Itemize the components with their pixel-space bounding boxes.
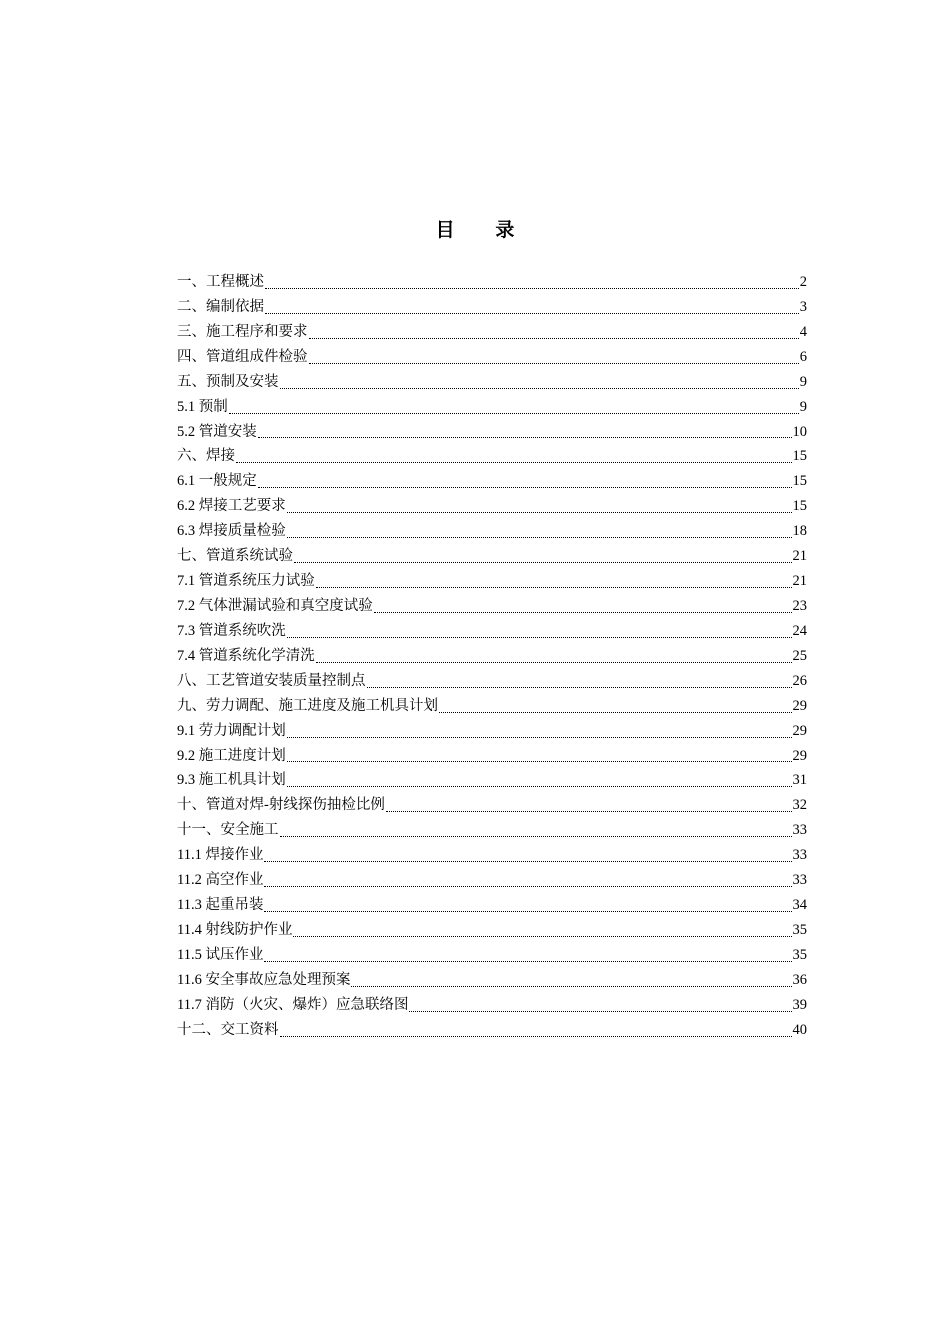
toc-entry-page-number: 21 (792, 573, 807, 590)
toc-entry-label: 6.3 焊接质量检验 (177, 523, 286, 540)
toc-entry-label: 五、预制及安装 (177, 373, 279, 390)
toc-entry[interactable] (177, 420, 807, 445)
toc-dot-leader (287, 537, 792, 538)
toc-entry-page-number: 39 (792, 996, 807, 1013)
toc-entry-label: 7.4 管道系统化学清洗 (177, 647, 315, 664)
toc-entry[interactable] (177, 519, 807, 544)
toc-entry-page-number: 23 (792, 597, 807, 614)
toc-dot-leader (280, 836, 792, 837)
toc-dot-leader (367, 687, 792, 688)
toc-dot-leader (309, 363, 799, 364)
toc-entry-page-number: 15 (792, 448, 807, 465)
toc-entry-page-number: 26 (792, 672, 807, 689)
toc-entry-page-number: 15 (792, 473, 807, 490)
toc-entry-label: 11.2 高空作业 (177, 872, 264, 889)
toc-entry-page-number: 3 (799, 298, 807, 315)
toc-entry-label: 十二、交工资料 (177, 1021, 279, 1038)
toc-entry[interactable] (177, 793, 807, 818)
toc-entry-label: 9.2 施工进度计划 (177, 747, 286, 764)
toc-dot-leader (351, 986, 791, 987)
toc-dot-leader (287, 786, 792, 787)
toc-entry[interactable] (177, 345, 807, 370)
toc-entry-label: 六、焊接 (177, 448, 235, 465)
toc-entry-label: 一、工程概述 (177, 274, 264, 290)
toc-dot-leader (374, 612, 792, 613)
toc-dot-leader (294, 562, 792, 563)
toc-entry-page-number: 33 (792, 822, 807, 839)
toc-entry-page-number: 21 (792, 548, 807, 565)
toc-entry-label: 7.2 气体泄漏试验和真空度试验 (177, 597, 373, 614)
toc-entry-label: 7.1 管道系统压力试验 (177, 573, 315, 590)
toc-entry-page-number: 24 (792, 622, 807, 639)
toc-entry-label: 十一、安全施工 (177, 822, 279, 839)
toc-entry[interactable] (177, 320, 807, 345)
toc-entry-label: 5.1 预制 (177, 398, 228, 415)
toc-dot-leader (264, 886, 791, 887)
toc-dot-leader (439, 712, 792, 713)
toc-entry-page-number: 35 (792, 946, 807, 963)
toc-entry[interactable] (177, 1018, 807, 1043)
toc-entry-label: 9.3 施工机具计划 (177, 772, 286, 789)
toc-entry[interactable] (177, 968, 807, 993)
toc-dot-leader (236, 462, 792, 463)
toc-dot-leader (409, 1011, 791, 1012)
toc-entry[interactable] (177, 694, 807, 719)
toc-dot-leader (316, 662, 792, 663)
toc-entry-page-number: 2 (799, 274, 807, 290)
toc-dot-leader (316, 587, 792, 588)
toc-entry[interactable] (177, 270, 807, 295)
toc-entry-page-number: 34 (792, 897, 807, 914)
toc-entry[interactable] (177, 843, 807, 868)
toc-dot-leader (386, 811, 792, 812)
toc-entry-page-number: 33 (792, 872, 807, 889)
toc-entry-label: 11.4 射线防护作业 (177, 921, 293, 938)
toc-entry-label: 四、管道组成件检验 (177, 348, 308, 365)
toc-entry-page-number: 15 (792, 498, 807, 515)
toc-entry[interactable] (177, 544, 807, 569)
toc-entry[interactable] (177, 744, 807, 769)
toc-entry-page-number: 9 (799, 398, 807, 415)
toc-entry[interactable] (177, 569, 807, 594)
toc-entry[interactable] (177, 644, 807, 669)
toc-entry-label: 十、管道对焊-射线探伤抽检比例 (177, 797, 385, 814)
toc-dot-leader (309, 338, 799, 339)
toc-entry[interactable] (177, 669, 807, 694)
toc-entry[interactable] (177, 719, 807, 744)
toc-entry-page-number: 18 (792, 523, 807, 540)
toc-dot-leader (264, 911, 791, 912)
toc-entry-page-number: 32 (792, 797, 807, 814)
toc-entry-page-number: 33 (792, 847, 807, 864)
toc-entry[interactable] (177, 295, 807, 320)
toc-dot-leader (264, 961, 791, 962)
toc-dot-leader (265, 288, 799, 289)
toc-dot-leader (287, 737, 792, 738)
toc-entry[interactable] (177, 768, 807, 793)
toc-dot-leader (280, 388, 799, 389)
toc-entry-label: 二、编制依据 (177, 298, 264, 315)
toc-entry[interactable] (177, 594, 807, 619)
toc-entry-label: 11.3 起重吊装 (177, 897, 264, 914)
toc-entry[interactable] (177, 395, 807, 420)
toc-entry-page-number: 40 (792, 1021, 807, 1038)
toc-entry-label: 5.2 管道安装 (177, 423, 257, 440)
toc-entry-label: 11.7 消防（火灾、爆炸）应急联络图 (177, 996, 409, 1013)
toc-entry[interactable] (177, 993, 807, 1018)
toc-entry[interactable] (177, 494, 807, 519)
toc-entry[interactable] (177, 868, 807, 893)
toc-entry-page-number: 25 (792, 647, 807, 664)
toc-entry-label: 七、管道系统试验 (177, 548, 293, 565)
toc-dot-leader (258, 437, 792, 438)
toc-entry-label: 9.1 劳力调配计划 (177, 722, 286, 739)
toc-entry-page-number: 9 (799, 373, 807, 390)
toc-entry-page-number: 29 (792, 722, 807, 739)
toc-entry-label: 7.3 管道系统吹洗 (177, 622, 286, 639)
toc-dot-leader (287, 761, 792, 762)
toc-entry-label: 6.2 焊接工艺要求 (177, 498, 286, 515)
toc-dot-leader (258, 487, 792, 488)
toc-entry[interactable] (177, 918, 807, 943)
toc-entry-page-number: 29 (792, 747, 807, 764)
toc-entry-page-number: 35 (792, 921, 807, 938)
toc-entry-label: 三、施工程序和要求 (177, 323, 308, 340)
toc-entry[interactable] (177, 619, 807, 644)
toc-entry-page-number: 29 (792, 697, 807, 714)
toc-entry-label: 九、劳力调配、施工进度及施工机具计划 (177, 697, 438, 714)
toc-entry-label: 11.6 安全事故应急处理预案 (177, 971, 351, 988)
toc-entry-page-number: 4 (799, 323, 807, 340)
toc-entry-page-number: 6 (799, 348, 807, 365)
toc-entry[interactable] (177, 444, 807, 469)
toc-entry[interactable] (177, 469, 807, 494)
toc-dot-leader (280, 1036, 792, 1037)
toc-entry-label: 11.5 试压作业 (177, 946, 264, 963)
toc-entry[interactable] (177, 893, 807, 918)
toc-entry[interactable] (177, 943, 807, 968)
toc-dot-leader (265, 313, 799, 314)
toc-title: 目 录 (435, 220, 533, 241)
toc-dot-leader (264, 861, 791, 862)
toc-entry-label: 6.1 一般规定 (177, 473, 257, 490)
toc-entry-page-number: 36 (792, 971, 807, 988)
toc-entry-label: 11.1 焊接作业 (177, 847, 264, 864)
toc-entry-page-number: 31 (792, 772, 807, 789)
toc-entry[interactable] (177, 818, 807, 843)
toc-entry[interactable] (177, 370, 807, 395)
toc-dot-leader (287, 637, 792, 638)
toc-entry-label: 八、工艺管道安装质量控制点 (177, 672, 366, 689)
toc-dot-leader (287, 512, 792, 513)
toc-dot-leader (293, 936, 791, 937)
toc-dot-leader (229, 413, 799, 414)
toc-list (177, 270, 807, 1043)
toc-entry-page-number: 10 (792, 423, 807, 440)
